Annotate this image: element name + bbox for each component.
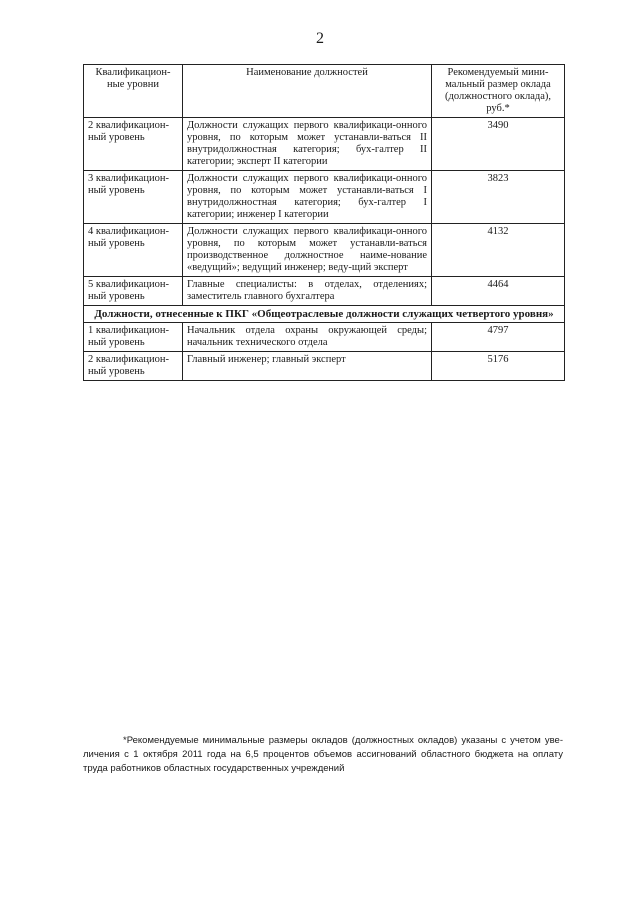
salary-cell: 3490: [432, 118, 565, 171]
salary-cell: 3823: [432, 171, 565, 224]
positions-cell: Начальник отдела охраны окружающей среды; начальник технического отдела: [183, 323, 432, 352]
header-levels: Квалификацион-ные уровни: [84, 65, 183, 118]
table-row: [84, 118, 565, 171]
table-header-row: [84, 65, 565, 118]
positions-cell: Должности служащих первого квалификаци-онного уровня, по которым может устанавли-ваться I внутридолжностная категория; бух-галтер I категории; инженер I категории: [183, 171, 432, 224]
footnote: *Рекомендуемые минимальные размеры окладов (должностных окладов) указаны с учетом уве-личения с 1 октября 2011 года на 6,5 процентов объемов ассигнований областного бюджета на оплату труда работников областных государственных учреждений: [83, 735, 563, 774]
section-title: Должности, отнесенные к ПКГ «Общеотраслевые должности служащих четвертого уровня»: [84, 306, 565, 323]
level-cell: 3 квалификацион-ный уровень: [84, 171, 183, 224]
page-number: 2: [316, 30, 324, 47]
salary-cell: 4797: [432, 323, 565, 352]
salary-cell: 4464: [432, 277, 565, 306]
section-row: [84, 306, 565, 323]
table-row: [84, 224, 565, 277]
header-salary: Рекомендуемый мини-мальный размер оклада (должностного оклада), руб.*: [432, 65, 565, 118]
salary-cell: 4132: [432, 224, 565, 277]
level-cell: 2 квалификацион-ный уровень: [84, 352, 183, 381]
level-cell: 1 квалификацион-ный уровень: [84, 323, 183, 352]
table-row: [84, 171, 565, 224]
table-row: [84, 277, 565, 306]
salary-table: [83, 64, 565, 381]
positions-cell: Должности служащих первого квалификаци-онного уровня, по которым может устанавли-ваться производственное должностное наиме-нование «ведущий»; ведущий инженер; веду-щий эксперт: [183, 224, 432, 277]
table-row: [84, 352, 565, 381]
positions-cell: Должности служащих первого квалификаци-онного уровня, по которым может устанавли-ваться II внутридолжностная категория; бух-галтер II категории; эксперт II категории: [183, 118, 432, 171]
positions-cell: Главный инженер; главный эксперт: [183, 352, 432, 381]
positions-cell: Главные специалисты: в отделах, отделениях; заместитель главного бухгалтера: [183, 277, 432, 306]
level-cell: 4 квалификацион-ный уровень: [84, 224, 183, 277]
salary-cell: 5176: [432, 352, 565, 381]
header-positions: Наименование должностей: [183, 65, 432, 118]
level-cell: 2 квалификацион-ный уровень: [84, 118, 183, 171]
table-row: [84, 323, 565, 352]
level-cell: 5 квалификацион-ный уровень: [84, 277, 183, 306]
